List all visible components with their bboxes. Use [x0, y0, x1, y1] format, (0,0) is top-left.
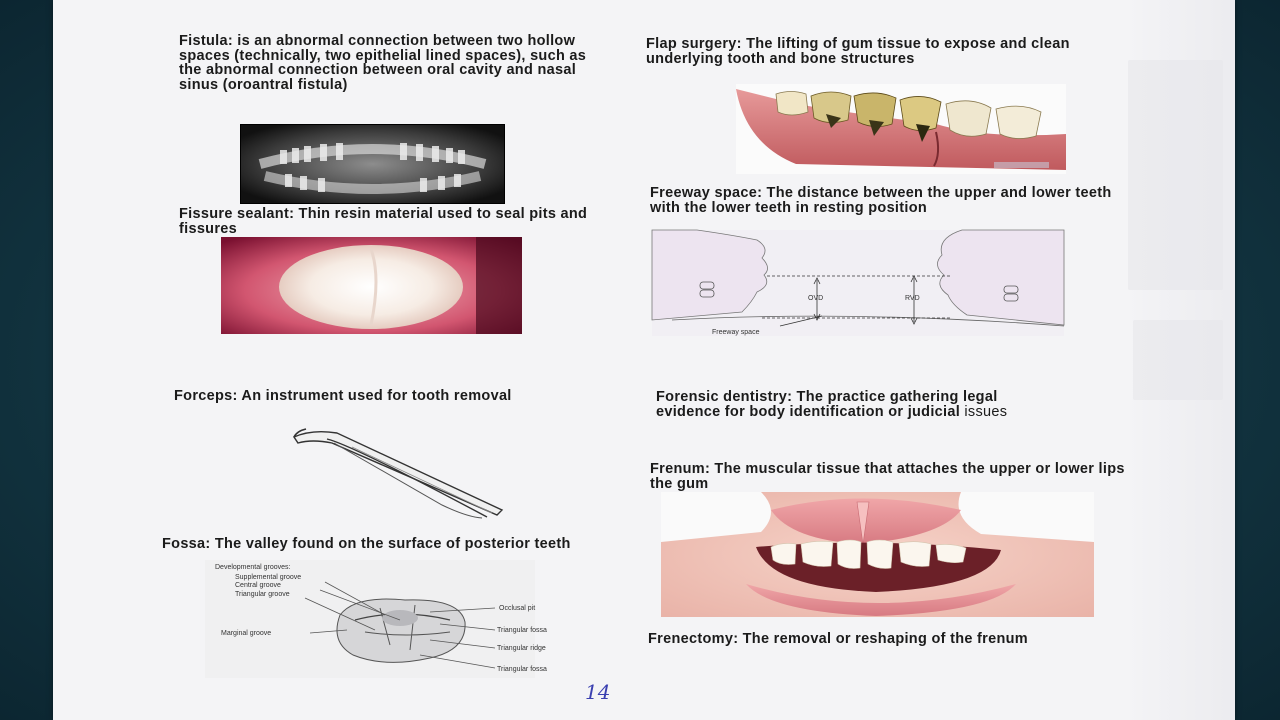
label-occlusal-pit: Occlusal pit	[499, 605, 536, 612]
frenum-photo	[661, 492, 1094, 617]
label-triangular-fossa: Triangular fossa	[497, 627, 547, 634]
term-forceps: Forceps: An instrument used for tooth removal	[174, 388, 512, 404]
label-triangular-ridge: Triangular ridge	[497, 645, 546, 652]
term-flap-surgery: Flap surgery: The lifting of gum tissue to expose and clean underlying tooth and bone structures	[646, 36, 1070, 67]
label-ovd: OVD	[808, 295, 824, 302]
flap-surgery-illustration	[736, 84, 1066, 174]
term-forensic-dentistry-plain: issues	[964, 403, 1008, 420]
bleed-through-shading	[1133, 320, 1223, 400]
xray-image	[240, 124, 505, 204]
term-frenectomy: Frenectomy: The removal or reshaping of the frenum	[648, 631, 1028, 647]
label-triangular-groove: Triangular groove	[235, 591, 290, 598]
term-frenum: Frenum: The muscular tissue that attaches the upper or lower lips the gum	[650, 461, 1125, 492]
label-freeway-space: Freeway space	[712, 329, 760, 336]
bleed-through-shading	[1128, 60, 1223, 290]
term-freeway-space: Freeway space: The distance between the upper and lower teeth with the lower teeth in resting position	[650, 185, 1112, 216]
label-supplemental-groove: Supplemental groove	[235, 574, 302, 581]
label-rvd: RVD	[905, 295, 920, 302]
term-forensic-dentistry	[656, 390, 1056, 419]
page-number: 14	[585, 680, 611, 704]
fossa-diagram	[205, 560, 600, 680]
label-triangular-fossa: Triangular fossa	[497, 666, 547, 673]
label-central-groove: Central groove	[235, 582, 281, 589]
term-fossa: Fossa: The valley found on the surface of posterior teeth	[162, 536, 571, 552]
term-fissure-sealant: Fissure sealant: Thin resin material used to seal pits and fissures	[179, 206, 588, 237]
term-fistula: Fistula: is an abnormal connection between two hollow spaces (technically, two epithelial lined spaces), such as the abnormal connection between oral cavity and nasal sinus (oroantral fistula)	[179, 33, 587, 93]
label-marginal-groove: Marginal groove	[221, 630, 272, 637]
term-forensic-dentistry-bold: Forensic dentistry: The practice gathering legal evidence for body identification or judicial	[656, 389, 998, 420]
label-developmental-grooves: Developmental grooves:	[215, 564, 291, 571]
sealed-tooth-photo	[221, 237, 522, 334]
freeway-space-diagram	[652, 230, 1064, 336]
forceps-drawing	[292, 425, 507, 520]
